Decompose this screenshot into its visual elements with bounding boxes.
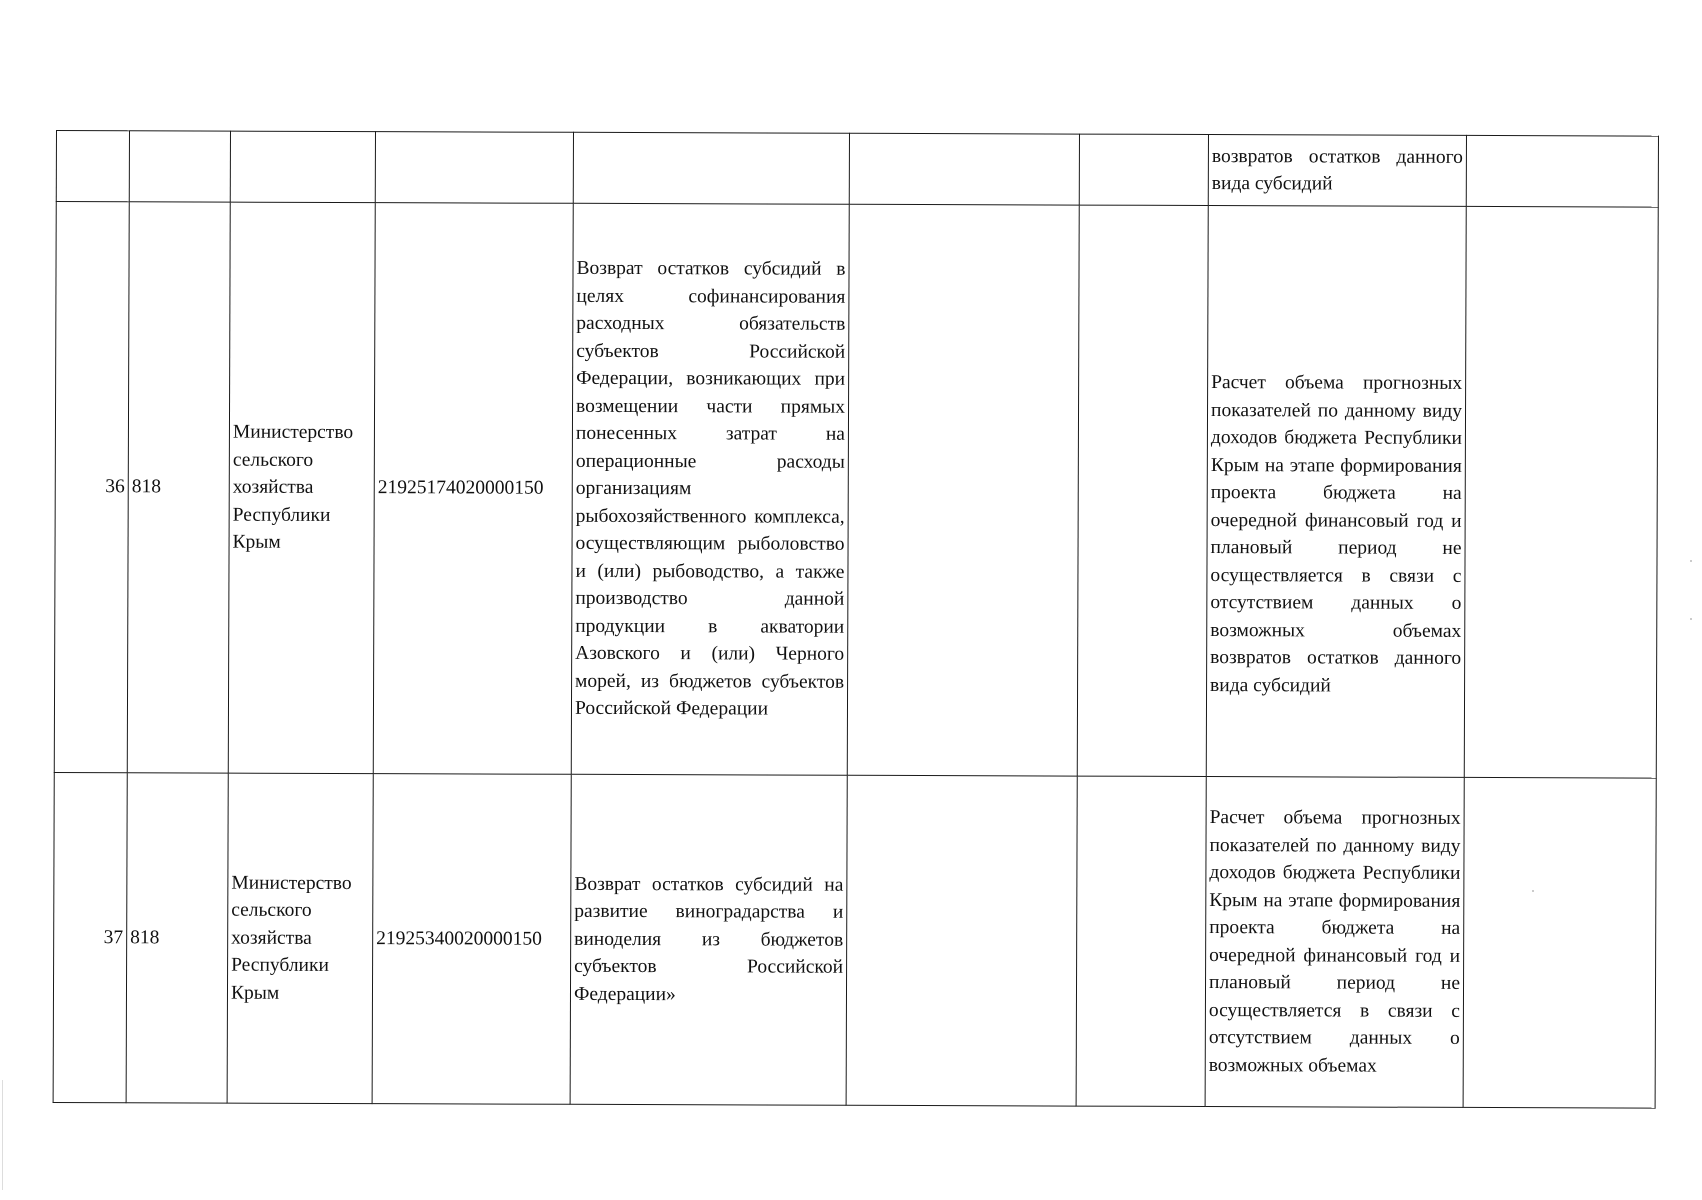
forecast-method-cell: Расчет объема прогнозных показателей по данному виду доходов бюджета Республики Крым на этапе формирования проекта бюджета на очередной финансовый год и плановый период не осуществляется в связи с отсутствием данных о возможных объемах возвратов остатков данного вида субсидий	[1206, 206, 1466, 778]
row-number-cell	[56, 131, 129, 202]
table-row	[54, 202, 1658, 779]
empty-cell	[1077, 205, 1208, 776]
empty-cell	[849, 133, 1079, 205]
table-row	[53, 772, 1656, 1108]
admin-code-cell: 818	[126, 773, 228, 1103]
table-row	[56, 131, 1658, 208]
empty-cell	[1464, 206, 1658, 778]
row-number-cell: 36	[54, 202, 129, 773]
empty-cell	[1466, 135, 1658, 207]
scan-speck	[1690, 560, 1692, 562]
empty-cell	[1079, 134, 1208, 205]
forecast-method-cell: Расчет объема прогнозных показателей по данному виду доходов бюджета Республики Крым на этапе формирования проекта бюджета на очередной финансовый год и плановый период не осуществляется в связи с отсутствием данных о возможных объемах	[1205, 777, 1464, 1108]
revenue-forecast-table	[53, 130, 1659, 1109]
empty-cell	[1463, 777, 1656, 1108]
scan-edge-mark	[2, 1080, 3, 1190]
administrator-cell: Министерство сельского хозяйства Республики Крым	[228, 202, 375, 774]
kbk-code-cell	[375, 132, 573, 204]
empty-cell	[1076, 776, 1206, 1106]
revenue-name-cell	[573, 132, 849, 204]
empty-cell	[847, 204, 1079, 776]
revenue-name-cell: Возврат остатков субсидий на развитие виноградарства и виноделия из бюджетов субъектов Российской Федерации»	[570, 774, 847, 1105]
row-number-cell: 37	[53, 772, 127, 1102]
scan-speck	[1532, 890, 1534, 892]
scan-speck	[1690, 618, 1692, 620]
kbk-code-cell: 21925340020000150	[372, 774, 571, 1105]
revenue-name-cell: Возврат остатков субсидий в целях софинансирования расходных обязательств субъектов Российской Федерации, возникающих при возмещении части прямых понесенных затрат на операционные расходы организациям рыбохозяйственного комплекса, осуществляющим рыболовство и (или) рыбоводство, а также производство данной продукции в акватории Азовского и (или) Черного морей, из бюджетов субъектов Российской Федерации	[571, 203, 849, 775]
admin-code-cell	[129, 131, 230, 202]
administrator-cell: Министерство сельского хозяйства Республики Крым	[227, 773, 373, 1104]
admin-code-cell: 818	[127, 202, 230, 773]
forecast-method-cell: возвратов остатков данного вида субсидий	[1208, 135, 1466, 207]
kbk-code-cell: 21925174020000150	[373, 203, 573, 775]
empty-cell	[846, 775, 1077, 1106]
administrator-cell	[230, 131, 375, 203]
